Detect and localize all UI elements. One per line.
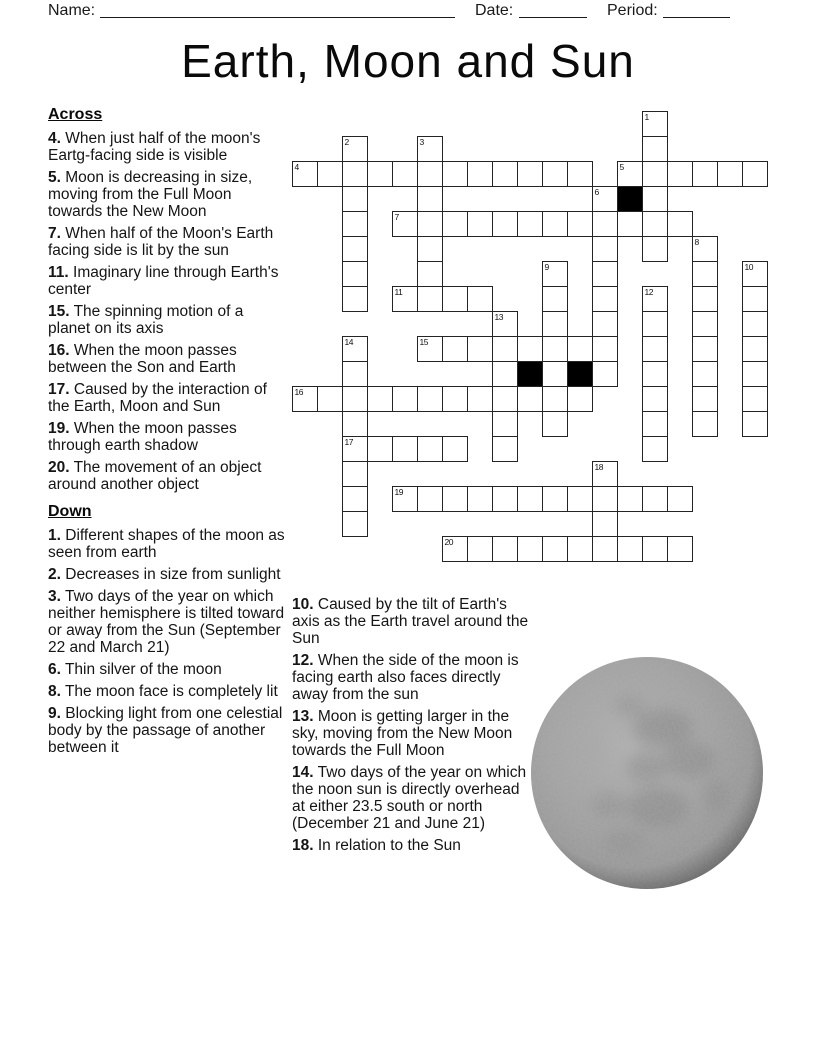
clue-number: 7. bbox=[48, 225, 61, 242]
grid-cell-r2c10[interactable] bbox=[542, 161, 568, 187]
clue-number: 6. bbox=[48, 661, 61, 678]
page-title: Earth, Moon and Sun bbox=[181, 35, 635, 87]
grid-cell-r9c7[interactable] bbox=[467, 336, 493, 362]
grid-cell-r6c18[interactable] bbox=[742, 261, 768, 287]
clue-number: 8. bbox=[48, 683, 61, 700]
grid-cell-r2c1[interactable] bbox=[317, 161, 343, 187]
name-label: Name: bbox=[48, 2, 96, 19]
grid-cell-r11c14[interactable] bbox=[642, 386, 668, 412]
grid-cell-r9c12[interactable] bbox=[592, 336, 618, 362]
grid-cell-r4c14[interactable] bbox=[642, 211, 668, 237]
grid-cell-r2c17[interactable] bbox=[717, 161, 743, 187]
grid-cell-r17c10[interactable] bbox=[542, 536, 568, 562]
grid-cell-r10c10[interactable] bbox=[542, 361, 568, 387]
grid-cell-r5c16[interactable] bbox=[692, 236, 718, 262]
grid-cell-r15c10[interactable] bbox=[542, 486, 568, 512]
grid-number-6: 6 bbox=[594, 187, 599, 197]
clue-number: 19. bbox=[48, 420, 70, 437]
down-clues-left bbox=[48, 527, 288, 756]
grid-number-20: 20 bbox=[444, 537, 453, 547]
grid-cell-r1c5[interactable] bbox=[417, 136, 443, 162]
grid-cell-r17c13[interactable] bbox=[617, 536, 643, 562]
grid-cell-r15c12[interactable] bbox=[592, 486, 618, 512]
grid-cell-r2c14[interactable] bbox=[642, 161, 668, 187]
grid-cell-r14c12[interactable] bbox=[592, 461, 618, 487]
across-clue-7: 7. When half of the Moon's Earth facing side is lit by the sun bbox=[48, 225, 274, 259]
grid-black-cell-r3c13 bbox=[617, 186, 643, 212]
grid-cell-r9c16[interactable] bbox=[692, 336, 718, 362]
grid-number-5: 5 bbox=[619, 162, 624, 172]
grid-cell-r7c4[interactable] bbox=[392, 286, 418, 312]
grid-cell-r9c6[interactable] bbox=[442, 336, 468, 362]
date-blank-line[interactable] bbox=[519, 3, 587, 18]
grid-cell-r8c10[interactable] bbox=[542, 311, 568, 337]
grid-cell-r16c12[interactable] bbox=[592, 511, 618, 537]
grid-cell-r15c7[interactable] bbox=[467, 486, 493, 512]
grid-cell-r4c10[interactable] bbox=[542, 211, 568, 237]
grid-cell-r4c12[interactable] bbox=[592, 211, 618, 237]
grid-cell-r15c11[interactable] bbox=[567, 486, 593, 512]
down-clue-13: 13. Moon is getting larger in the sky, moving from the New Moon towards the Full Moon bbox=[292, 708, 513, 759]
grid-cell-r11c8[interactable] bbox=[492, 386, 518, 412]
grid-cell-r8c18[interactable] bbox=[742, 311, 768, 337]
grid-number-13: 13 bbox=[494, 312, 503, 322]
grid-cell-r2c18[interactable] bbox=[742, 161, 768, 187]
grid-number-16: 16 bbox=[294, 387, 303, 397]
grid-number-3: 3 bbox=[419, 137, 424, 147]
grid-cell-r11c9[interactable] bbox=[517, 386, 543, 412]
grid-cell-r7c6[interactable] bbox=[442, 286, 468, 312]
across-clue-15: 15. The spinning motion of a planet on its axis bbox=[48, 303, 244, 337]
across-clue-4: 4. When just half of the moon's Eartg-facing side is visible bbox=[48, 130, 261, 164]
grid-cell-r17c12[interactable] bbox=[592, 536, 618, 562]
grid-cell-r2c5[interactable] bbox=[417, 161, 443, 187]
grid-cell-r11c2[interactable] bbox=[342, 386, 368, 412]
grid-cell-r17c11[interactable] bbox=[567, 536, 593, 562]
down-clue-14: 14. Two days of the year on which the noon sun is directly overhead at either 23.5 south or north (December 21 and June 21) bbox=[292, 764, 527, 832]
grid-cell-r4c4[interactable] bbox=[392, 211, 418, 237]
grid-cell-r5c5[interactable] bbox=[417, 236, 443, 262]
grid-cell-r2c13[interactable] bbox=[617, 161, 643, 187]
grid-number-7: 7 bbox=[394, 212, 399, 222]
down-clue-10: 10. Caused by the tilt of Earth's axis as the Earth travel around the Sun bbox=[292, 596, 529, 647]
grid-cell-r7c5[interactable] bbox=[417, 286, 443, 312]
grid-cell-r4c2[interactable] bbox=[342, 211, 368, 237]
down-clue-12: 12. When the side of the moon is facing earth also faces directly away from the sun bbox=[292, 652, 519, 703]
moon-image bbox=[530, 656, 764, 890]
grid-cell-r11c18[interactable] bbox=[742, 386, 768, 412]
clue-number: 15. bbox=[48, 303, 70, 320]
clue-number: 1. bbox=[48, 527, 61, 544]
grid-cell-r13c4[interactable] bbox=[392, 436, 418, 462]
grid-cell-r2c4[interactable] bbox=[392, 161, 418, 187]
grid-cell-r1c2[interactable] bbox=[342, 136, 368, 162]
grid-cell-r8c12[interactable] bbox=[592, 311, 618, 337]
grid-cell-r9c2[interactable] bbox=[342, 336, 368, 362]
grid-cell-r3c12[interactable] bbox=[592, 186, 618, 212]
grid-cell-r8c14[interactable] bbox=[642, 311, 668, 337]
grid-cell-r8c8[interactable] bbox=[492, 311, 518, 337]
grid-cell-r1c14[interactable] bbox=[642, 136, 668, 162]
grid-cell-r7c7[interactable] bbox=[467, 286, 493, 312]
grid-cell-r9c18[interactable] bbox=[742, 336, 768, 362]
grid-cell-r13c6[interactable] bbox=[442, 436, 468, 462]
across-clue-20: 20. The movement of an object around another object bbox=[48, 459, 262, 493]
grid-cell-r13c3[interactable] bbox=[367, 436, 393, 462]
grid-cell-r13c8[interactable] bbox=[492, 436, 518, 462]
grid-cell-r15c8[interactable] bbox=[492, 486, 518, 512]
grid-cell-r6c2[interactable] bbox=[342, 261, 368, 287]
grid-cell-r12c10[interactable] bbox=[542, 411, 568, 437]
grid-cell-r4c15[interactable] bbox=[667, 211, 693, 237]
grid-cell-r7c14[interactable] bbox=[642, 286, 668, 312]
grid-number-19: 19 bbox=[394, 487, 403, 497]
grid-number-12: 12 bbox=[644, 287, 653, 297]
grid-number-9: 9 bbox=[544, 262, 549, 272]
grid-cell-r13c5[interactable] bbox=[417, 436, 443, 462]
grid-cell-r15c2[interactable] bbox=[342, 486, 368, 512]
down-clues-right bbox=[292, 596, 534, 854]
grid-cell-r11c16[interactable] bbox=[692, 386, 718, 412]
grid-cell-r0c14[interactable] bbox=[642, 111, 668, 137]
grid-cell-r9c8[interactable] bbox=[492, 336, 518, 362]
clue-number: 3. bbox=[48, 588, 61, 605]
grid-cell-r17c14[interactable] bbox=[642, 536, 668, 562]
grid-cell-r12c8[interactable] bbox=[492, 411, 518, 437]
grid-cell-r15c5[interactable] bbox=[417, 486, 443, 512]
across-heading: Across bbox=[48, 106, 103, 123]
grid-cell-r10c16[interactable] bbox=[692, 361, 718, 387]
grid-number-18: 18 bbox=[594, 462, 603, 472]
grid-cell-r2c9[interactable] bbox=[517, 161, 543, 187]
grid-cell-r13c14[interactable] bbox=[642, 436, 668, 462]
grid-cell-r2c8[interactable] bbox=[492, 161, 518, 187]
grid-cell-r11c7[interactable] bbox=[467, 386, 493, 412]
grid-cell-r14c2[interactable] bbox=[342, 461, 368, 487]
grid-cell-r2c16[interactable] bbox=[692, 161, 718, 187]
grid-cell-r6c10[interactable] bbox=[542, 261, 568, 287]
clue-number: 20. bbox=[48, 459, 70, 476]
grid-cell-r7c2[interactable] bbox=[342, 286, 368, 312]
grid-cell-r5c12[interactable] bbox=[592, 236, 618, 262]
grid-cell-r4c13[interactable] bbox=[617, 211, 643, 237]
across-clue-11: 11. Imaginary line through Earth's center bbox=[48, 264, 279, 298]
grid-cell-r4c6[interactable] bbox=[442, 211, 468, 237]
grid-cell-r7c16[interactable] bbox=[692, 286, 718, 312]
down-heading: Down bbox=[48, 503, 92, 520]
across-clue-19: 19. When the moon passes through earth shadow bbox=[48, 420, 237, 454]
moon-illustration bbox=[530, 656, 764, 890]
grid-cell-r2c15[interactable] bbox=[667, 161, 693, 187]
grid-number-2: 2 bbox=[344, 137, 349, 147]
grid-number-14: 14 bbox=[344, 337, 353, 347]
grid-cell-r12c16[interactable] bbox=[692, 411, 718, 437]
grid-cell-r16c2[interactable] bbox=[342, 511, 368, 537]
grid-cell-r7c18[interactable] bbox=[742, 286, 768, 312]
grid-cell-r9c11[interactable] bbox=[567, 336, 593, 362]
grid-cell-r11c6[interactable] bbox=[442, 386, 468, 412]
grid-cell-r6c12[interactable] bbox=[592, 261, 618, 287]
down-clue-3: 3. Two days of the year on which neither hemisphere is tilted toward or away from the Sun (September 22 and March 21) bbox=[48, 588, 285, 656]
grid-cell-r10c12[interactable] bbox=[592, 361, 618, 387]
grid-cell-r2c3[interactable] bbox=[367, 161, 393, 187]
grid-cell-r9c9[interactable] bbox=[517, 336, 543, 362]
grid-cell-r3c5[interactable] bbox=[417, 186, 443, 212]
across-clue-16: 16. When the moon passes between the Son and Earth bbox=[48, 342, 237, 376]
down-clue-6: 6. Thin silver of the moon bbox=[48, 661, 222, 678]
down-clue-2: 2. Decreases in size from sunlight bbox=[48, 566, 281, 583]
grid-cell-r17c9[interactable] bbox=[517, 536, 543, 562]
grid-cell-r15c15[interactable] bbox=[667, 486, 693, 512]
grid-cell-r6c16[interactable] bbox=[692, 261, 718, 287]
grid-cell-r4c8[interactable] bbox=[492, 211, 518, 237]
grid-cell-r2c11[interactable] bbox=[567, 161, 593, 187]
grid-cell-r15c14[interactable] bbox=[642, 486, 668, 512]
grid-cell-r2c7[interactable] bbox=[467, 161, 493, 187]
clue-number: 11. bbox=[48, 264, 69, 281]
grid-cell-r11c0[interactable] bbox=[292, 386, 318, 412]
grid-cell-r4c11[interactable] bbox=[567, 211, 593, 237]
grid-cell-r15c6[interactable] bbox=[442, 486, 468, 512]
grid-number-17: 17 bbox=[344, 437, 353, 447]
grid-cell-r15c9[interactable] bbox=[517, 486, 543, 512]
middle-clue-column bbox=[292, 596, 534, 859]
grid-cell-r6c5[interactable] bbox=[417, 261, 443, 287]
grid-cell-r11c10[interactable] bbox=[542, 386, 568, 412]
period-blank-line[interactable] bbox=[663, 3, 730, 18]
grid-cell-r7c12[interactable] bbox=[592, 286, 618, 312]
left-clue-column bbox=[48, 106, 288, 761]
grid-cell-r13c2[interactable] bbox=[342, 436, 368, 462]
date-label: Date: bbox=[475, 2, 514, 19]
grid-cell-r12c18[interactable] bbox=[742, 411, 768, 437]
grid-cell-r2c6[interactable] bbox=[442, 161, 468, 187]
grid-cell-r15c13[interactable] bbox=[617, 486, 643, 512]
grid-cell-r12c2[interactable] bbox=[342, 411, 368, 437]
grid-cell-r5c2[interactable] bbox=[342, 236, 368, 262]
grid-number-1: 1 bbox=[644, 112, 649, 122]
grid-cell-r10c8[interactable] bbox=[492, 361, 518, 387]
across-clue-17: 17. Caused by the interaction of the Earth, Moon and Sun bbox=[48, 381, 267, 415]
clue-number: 18. bbox=[292, 837, 314, 854]
grid-cell-r17c15[interactable] bbox=[667, 536, 693, 562]
grid-cell-r4c7[interactable] bbox=[467, 211, 493, 237]
grid-cell-r17c6[interactable] bbox=[442, 536, 468, 562]
grid-number-4: 4 bbox=[294, 162, 299, 172]
clue-number: 17. bbox=[48, 381, 70, 398]
period-label: Period: bbox=[607, 2, 658, 19]
clue-number: 2. bbox=[48, 566, 61, 583]
grid-cell-r10c18[interactable] bbox=[742, 361, 768, 387]
grid-cell-r10c2[interactable] bbox=[342, 361, 368, 387]
grid-cell-r7c10[interactable] bbox=[542, 286, 568, 312]
grid-cell-r11c11[interactable] bbox=[567, 386, 593, 412]
clue-number: 4. bbox=[48, 130, 61, 147]
grid-cell-r2c2[interactable] bbox=[342, 161, 368, 187]
grid-number-15: 15 bbox=[419, 337, 428, 347]
down-clue-9: 9. Blocking light from one celestial body by the passage of another between it bbox=[48, 705, 283, 756]
grid-cell-r4c5[interactable] bbox=[417, 211, 443, 237]
grid-cell-r3c14[interactable] bbox=[642, 186, 668, 212]
grid-cell-r4c9[interactable] bbox=[517, 211, 543, 237]
grid-cell-r3c2[interactable] bbox=[342, 186, 368, 212]
down-clue-1: 1. Different shapes of the moon as seen from earth bbox=[48, 527, 285, 561]
grid-black-cell-r10c11 bbox=[567, 361, 593, 387]
clue-number: 5. bbox=[48, 169, 61, 186]
name-blank-line[interactable] bbox=[100, 3, 455, 18]
grid-cell-r5c14[interactable] bbox=[642, 236, 668, 262]
grid-cell-r2c0[interactable] bbox=[292, 161, 318, 187]
clue-number: 9. bbox=[48, 705, 61, 722]
grid-number-11: 11 bbox=[394, 287, 403, 297]
across-clue-5: 5. Moon is decreasing in size, moving from the Full Moon towards the New Moon bbox=[48, 169, 253, 220]
grid-cell-r12c14[interactable] bbox=[642, 411, 668, 437]
grid-cell-r10c14[interactable] bbox=[642, 361, 668, 387]
grid-cell-r9c14[interactable] bbox=[642, 336, 668, 362]
clue-number: 16. bbox=[48, 342, 70, 359]
grid-cell-r17c8[interactable] bbox=[492, 536, 518, 562]
across-clues bbox=[48, 130, 288, 493]
grid-cell-r11c5[interactable] bbox=[417, 386, 443, 412]
grid-number-10: 10 bbox=[744, 262, 753, 272]
clue-number: 14. bbox=[292, 764, 314, 781]
grid-cell-r8c16[interactable] bbox=[692, 311, 718, 337]
grid-cell-r15c4[interactable] bbox=[392, 486, 418, 512]
grid-cell-r17c7[interactable] bbox=[467, 536, 493, 562]
grid-black-cell-r10c9 bbox=[517, 361, 543, 387]
clue-number: 10. bbox=[292, 596, 314, 613]
clue-number: 13. bbox=[292, 708, 314, 725]
grid-cell-r11c4[interactable] bbox=[392, 386, 418, 412]
grid-cell-r11c1[interactable] bbox=[317, 386, 343, 412]
grid-number-8: 8 bbox=[694, 237, 699, 247]
grid-cell-r9c10[interactable] bbox=[542, 336, 568, 362]
grid-cell-r11c3[interactable] bbox=[367, 386, 393, 412]
down-clue-18: 18. In relation to the Sun bbox=[292, 837, 461, 854]
down-clue-8: 8. The moon face is completely lit bbox=[48, 683, 278, 700]
grid-cell-r9c5[interactable] bbox=[417, 336, 443, 362]
clue-number: 12. bbox=[292, 652, 314, 669]
